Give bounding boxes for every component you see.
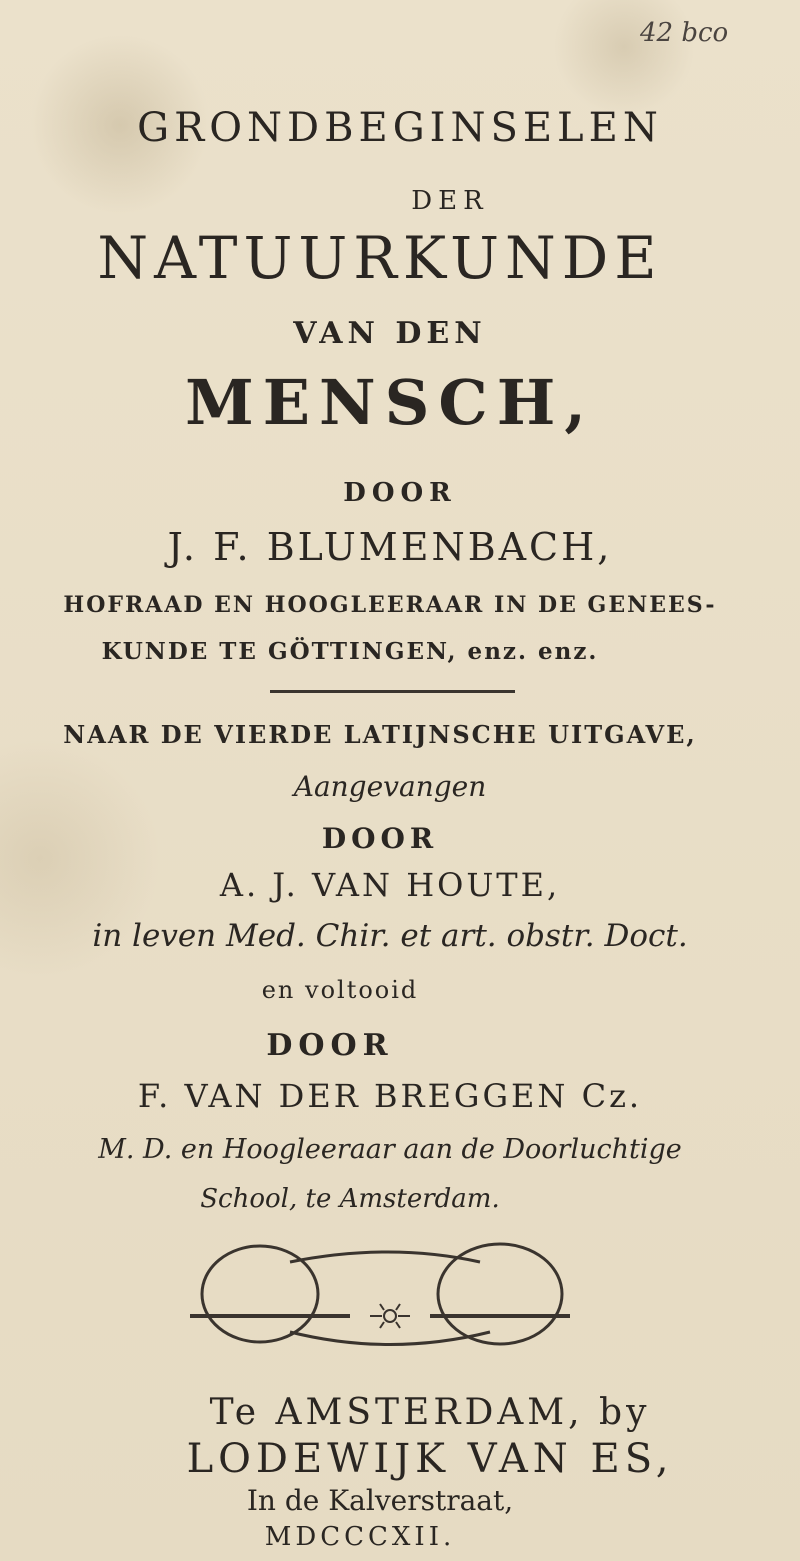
imprint-year: MDCCCXII. — [264, 1522, 456, 1552]
title-line-1: GRONDBEGINSELEN — [137, 105, 663, 151]
rule-divider — [270, 690, 515, 693]
imprint-place: Te AMSTERDAM, by — [209, 1392, 651, 1433]
title-line-2: DER — [411, 186, 489, 216]
by-line-3: DOOR — [266, 1028, 394, 1063]
edition-line: NAAR DE VIERDE LATIJNSCHE UITGAVE, — [63, 720, 697, 749]
imprint-printer: LODEWIJK VAN ES, — [186, 1436, 674, 1482]
translator-1: A. J. VAN HOUTE, — [219, 866, 561, 904]
translator-2-title-2: School, te Amsterdam. — [200, 1184, 500, 1214]
edition-line-2: Aangevangen — [293, 770, 487, 803]
translator-1-title: in leven Med. Chir. et art. obstr. Doct. — [92, 918, 688, 954]
by-line-2: DOOR — [321, 822, 439, 855]
by-line-1: DOOR — [343, 478, 457, 508]
title-line-4: VAN DEN — [293, 316, 487, 351]
completed-line: en voltooid — [261, 976, 419, 1004]
shelfmark: 42 bco — [640, 18, 729, 48]
printer-vignette — [170, 1232, 630, 1372]
imprint-street: In de Kalverstraat, — [246, 1484, 514, 1517]
translator-2-title-1: M. D. en Hoogleeraar aan de Doorluchtige — [98, 1134, 682, 1165]
author-title-2: KUNDE TE GÖTTINGEN, enz. enz. — [101, 638, 599, 665]
title-line-3: NATUURKUNDE — [97, 224, 663, 292]
translator-2: F. VAN DER BREGGEN Cz. — [137, 1077, 643, 1115]
author-title-1: HOFRAAD EN HOOGLEERAAR IN DE GENEES- — [63, 592, 717, 618]
author-name: J. F. BLUMENBACH, — [167, 525, 613, 569]
title-line-5: MENSCH, — [185, 366, 595, 439]
